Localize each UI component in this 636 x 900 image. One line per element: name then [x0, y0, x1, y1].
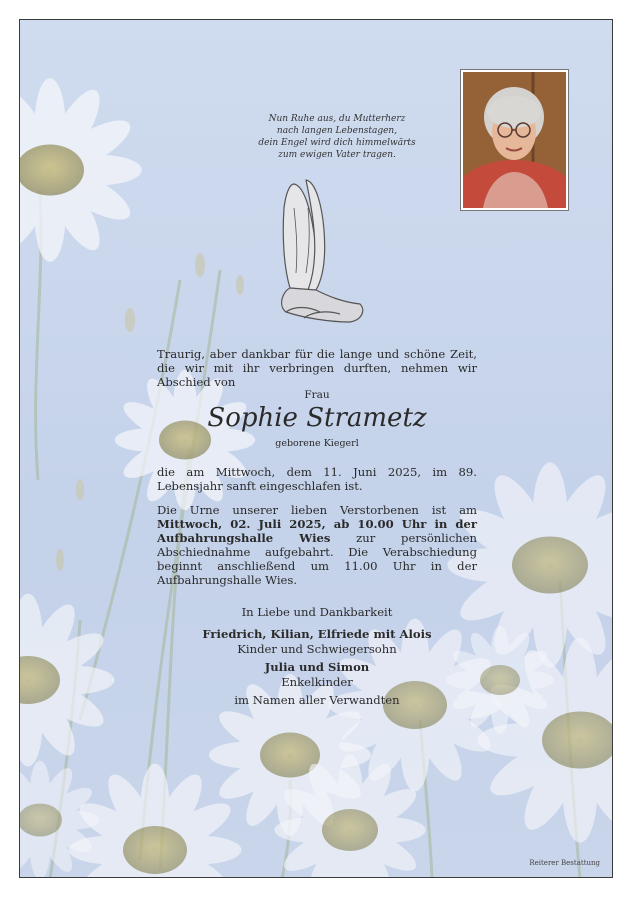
funeral-details	[157, 503, 477, 587]
funeral-text-1: Die Urne unserer lieben Verstorbenen ist am	[157, 503, 477, 517]
funeral-text-2: zur persönlichen Abschiednahme aufgebahrt. Die Verabschiedung beginnt anschließend um 11.00 Uhr in der Aufbahrungshalle Wies.	[157, 531, 477, 587]
birth-name: geborene Kiegerl	[275, 438, 359, 449]
closing-line: In Liebe und Dankbarkeit	[241, 605, 393, 619]
mourner-relation: Enkelkinder	[281, 675, 353, 689]
relatives-line: im Namen aller Verwandten	[234, 693, 400, 707]
praying-hands-icon	[264, 178, 370, 324]
mourner-names: Friedrich, Kilian, Elfriede mit Alois	[202, 627, 432, 641]
intro-text: Traurig, aber dankbar für die lange und schöne Zeit, die wir mit ihr verbringen durften, nehmen wir Abschied von	[157, 347, 477, 389]
death-text: die am Mittwoch, dem 11. Juni 2025, im 89. Lebensjahr sanft eingeschlafen ist.	[157, 465, 477, 493]
verse-line: zum ewigen Vater tragen.	[278, 150, 396, 160]
undertaker-credit: Reiterer Bestattung	[529, 859, 600, 867]
mourner-relation: Kinder und Schwiegersohn	[237, 642, 397, 656]
deceased-name: Sophie Strametz	[207, 403, 427, 433]
salutation: Frau	[304, 389, 330, 401]
mourner-names: Julia und Simon	[264, 660, 370, 674]
portrait-photo	[460, 69, 569, 211]
obituary-card	[19, 19, 613, 878]
verse-line: nach langen Lebenstagen,	[276, 126, 398, 136]
verse-line: dein Engel wird dich himmelwärts	[258, 138, 416, 148]
funeral-date-location: Mittwoch, 02. Juli 2025, ab 10.00 Uhr in der Aufbahrungshalle Wies	[157, 517, 477, 545]
verse-line: Nun Ruhe aus, du Mutterherz	[268, 114, 406, 124]
